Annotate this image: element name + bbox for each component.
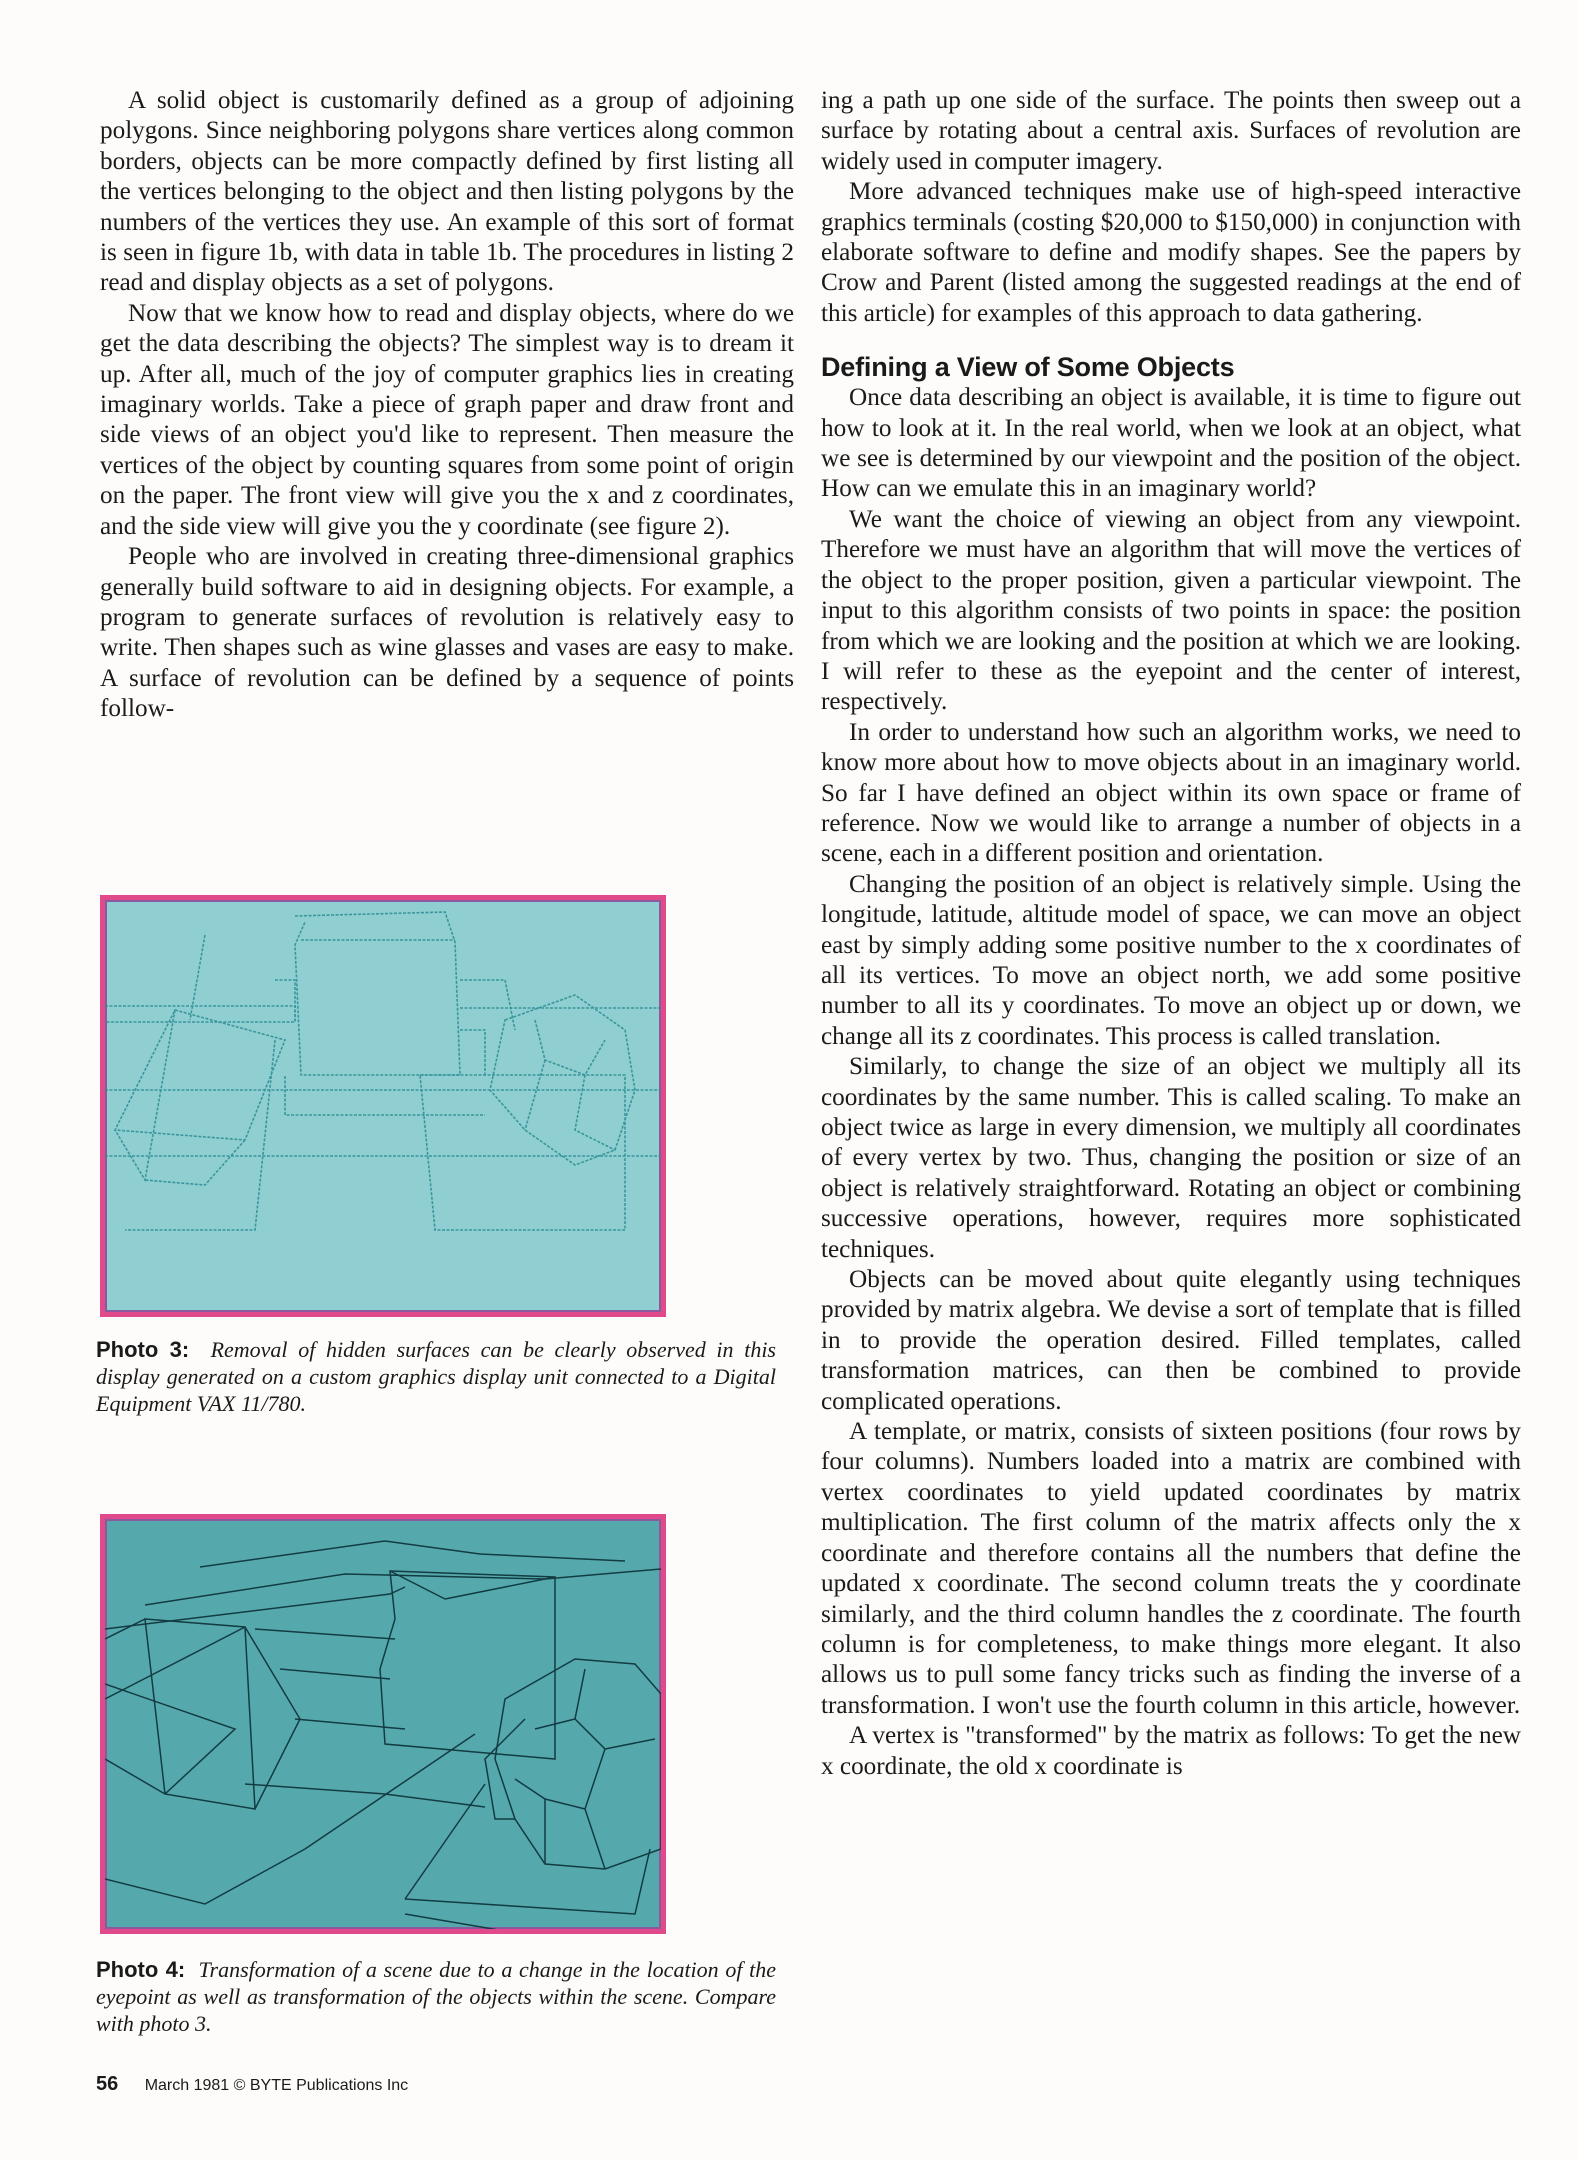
- paragraph: In order to understand how such an algorithm works, we need to know more about how to move objects about in an imaginary world. So far I have defined an object within its own space or frame of reference. Now we would like to arrange a number of objects in a scene, each in a different position and orientation.: [821, 718, 1521, 868]
- photo-3-hidden-surface-render: [100, 895, 666, 1317]
- paragraph: Changing the position of an object is relatively simple. Using the longitude, latitude, altitude model of space, we can move an object east by simply adding some positive number to the x coordinates of all its vertices. To move an object north, we add some positive number to all its y coordinates. To move an object up or down, we change all its z coordinates. This process is called translation.: [821, 870, 1521, 1050]
- paragraph: More advanced techniques make use of high-speed interactive graphics terminals (costing $20,000 to $150,000) in conjunction with elaborate software to define and modify shapes. See the papers by Crow and Parent (listed among the suggested readings at the end of this article) for examples of this approach to data gathering.: [821, 178, 1521, 327]
- left-column: [100, 86, 794, 725]
- photo-3-caption: [96, 1336, 776, 1417]
- page-footer: [96, 2073, 408, 2096]
- page-number: 56: [96, 2073, 119, 2095]
- paragraph: A template, or matrix, consists of sixteen positions (four rows by four columns). Numbers loaded into a matrix are combined with vertex coordinates to yield updated coordinates by matrix multiplication. The first column of the matrix affects only the x coordinate and therefore contains all the numbers that define the updated x coordinate. The second column treats the y coordinate similarly, and the third column handles the z coordinate. The fourth column is for completeness, to make things more elegant. It also allows us to pull some fancy tricks such as finding the inverse of a transformation. I won't use the fourth column in this article, however.: [821, 1418, 1521, 1719]
- caption-label: Photo 4:: [96, 1957, 186, 1982]
- paragraph: Now that we know how to read and display objects, where do we get the data describing the objects? The simplest way is to dream it up. After all, much of the joy of computer graphics lies in creating imaginary worlds. Take a piece of graph paper and draw front and side views of an object you'd like to represent. Then measure the vertices of the object by counting squares from some point of origin on the paper. The front view will give you the x and z coordinates, and the side view will give you the y coordinate (see figure 2).: [100, 299, 794, 540]
- photo-4-transformed-scene: [100, 1514, 666, 1934]
- right-column: [821, 86, 1521, 1782]
- caption-text: Removal of hidden surfaces can be clearly observed in this display generated on a custom graphics display unit connected to a Digital Equipment VAX 11/780.: [96, 1337, 776, 1416]
- paragraph: Once data describing an object is available, it is time to figure out how to look at it. In the real world, when we look at an object, what we see is determined by our viewpoint and the position of the object. How can we emulate this in an imaginary world?: [821, 384, 1521, 503]
- paragraph: ing a path up one side of the surface. The points then sweep out a surface by rotating about a central axis. Surfaces of revolution are widely used in computer imagery.: [821, 87, 1521, 175]
- paragraph: We want the choice of viewing an object from any viewpoint. Therefore we must have an algorithm that will move the vertices of the object to the proper position, given a particular viewpoint. The input to this algorithm consists of two points in space: the position from which we are looking and the position at which we are looking. I will refer to these as the eyepoint and the center of interest, respectively.: [821, 505, 1521, 716]
- caption-label: Photo 3:: [96, 1337, 190, 1362]
- wireframe-scene-image: [105, 900, 661, 1312]
- publication-line: March 1981 © BYTE Publications Inc: [144, 2077, 409, 2094]
- wireframe-scene-image: [105, 1519, 661, 1929]
- paragraph: A vertex is "transformed" by the matrix as follows: To get the new x coordinate, the old x coordinate is: [821, 1722, 1521, 1780]
- paragraph: Similarly, to change the size of an object we multiply all its coordinates by the same number. This is called scaling. To make an object twice as large in every dimension, we multiply all coordinates of every vertex by two. Thus, changing the position or size of an object is relatively straightforward. Rotating an object or combining successive operations, however, requires more sophisticated techniques.: [821, 1053, 1521, 1263]
- paragraph: People who are involved in creating three-dimensional graphics generally build software to aid in designing objects. For example, a program to generate surfaces of revolution is relatively easy to write. Then shapes such as wine glasses and vases are easy to make. A surface of revolution can be defined by a sequence of points follow-: [100, 543, 794, 723]
- caption-text: Transformation of a scene due to a change in the location of the eyepoint as well as transformation of the objects within the scene. Compare with photo 3.: [96, 1957, 777, 2036]
- photo-4-caption: [96, 1956, 776, 2037]
- paragraph: A solid object is customarily defined as a group of adjoining polygons. Since neighboring polygons share vertices along common borders, objects can be more compactly defined by first listing all the vertices belonging to the object and then listing polygons by the numbers of the vertices they use. An example of this sort of format is seen in figure 1b, with data in table 1b. The procedures in listing 2 read and display objects as a set of polygons.: [100, 87, 794, 297]
- section-heading: Defining a View of Some Objects: [821, 352, 1235, 383]
- paragraph: Objects can be moved about quite elegantly using techniques provided by matrix algebra. We devise a sort of template that is filled in to provide the operation desired. Filled templates, called transformation matrices, can then be combined to provide complicated operations.: [821, 1266, 1521, 1415]
